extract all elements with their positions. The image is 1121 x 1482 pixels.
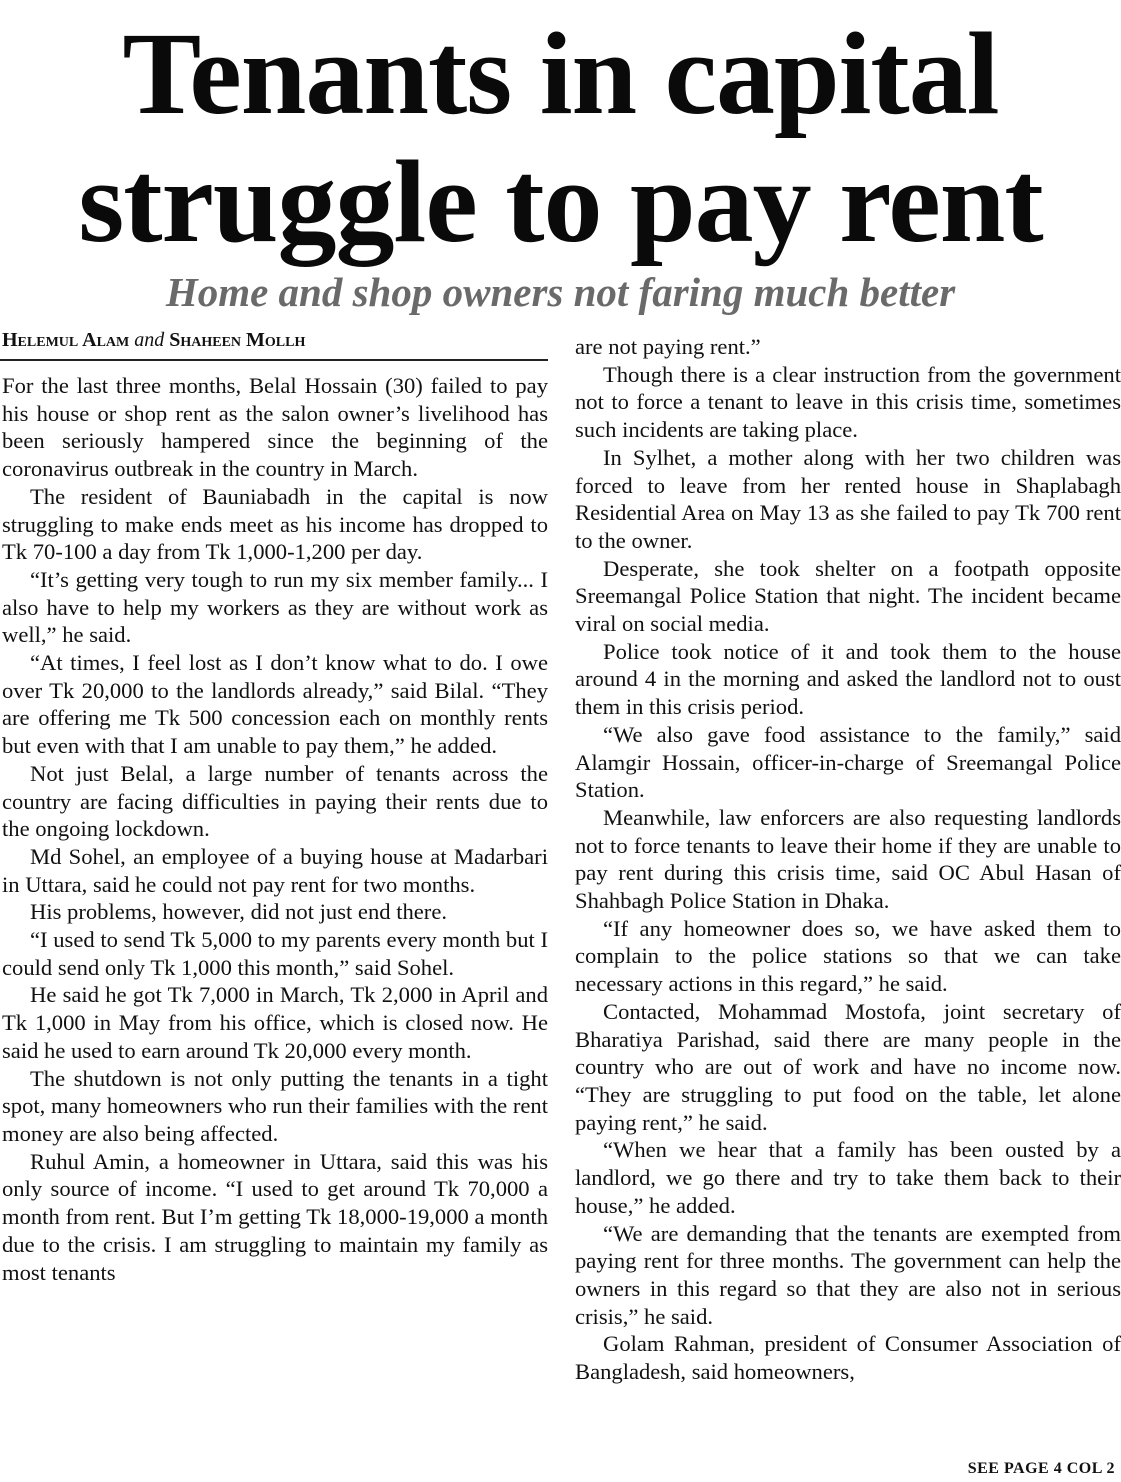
paragraph: The resident of Bauniabadh in the capital is now struggling to make ends meet as his income has dropped to Tk 70-100 a day from Tk 1,000-1,200 per day.	[2, 483, 548, 565]
paragraph: “I used to send Tk 5,000 to my parents every month but I could send only Tk 1,000 this month,” said Sohel.	[2, 927, 548, 980]
paragraph: “We are demanding that the tenants are exempted from paying rent for three months. The government can help the owners in this regard so that they are also not in serious crisis,” he said.	[575, 1220, 1121, 1329]
article-column-right	[575, 333, 1121, 1386]
continued-jump-line: SEE PAGE 4 COL 2	[967, 1460, 1115, 1477]
paragraph: “If any homeowner does so, we have asked them to complain to the police stations so that we can take necessary actions in this regard,” he said.	[575, 915, 1121, 997]
paragraph: Not just Belal, a large number of tenants across the country are facing difficulties in paying their rents due to the ongoing lockdown.	[2, 760, 548, 842]
paragraph: Meanwhile, law enforcers are also requesting landlords not to force tenants to leave their home if they are unable to pay rent during this crisis time, said OC Abul Hasan of Shahbagh Police Station in Dhaka.	[575, 804, 1121, 914]
paragraph: For the last three months, Belal Hossain (30) failed to pay his house or shop rent as the salon owner’s livelihood has been seriously hampered since the beginning of the coronavirus outbreak in the country in March.	[2, 373, 548, 482]
headline-line-1: Tenants in capital	[122, 8, 999, 139]
subheadline: Home and shop owners not faring much better	[165, 269, 956, 315]
byline-divider	[0, 359, 548, 361]
headline	[0, 10, 1121, 266]
paragraph-continued: are not paying rent.”	[575, 334, 761, 359]
paragraph: Police took notice of it and took them to the house around 4 in the morning and asked the landlord not to oust them in this crisis period.	[575, 638, 1121, 720]
paragraph: Ruhul Amin, a homeowner in Uttara, said this was his only source of income. “I used to get around Tk 70,000 a month from rent. But I’m getting Tk 18,000-19,000 a month due to the crisis. I am struggling to maintain my family as most tenants	[2, 1148, 548, 1285]
article-column-left	[2, 372, 548, 1286]
paragraph: Though there is a clear instruction from the government not to force a tenant to leave in this crisis time, sometimes such incidents are taking place.	[575, 361, 1121, 443]
paragraph: “At times, I feel lost as I don’t know what to do. I owe over Tk 20,000 to the landlords already,” said Bilal. “They are offering me Tk 500 concession each on monthly rents but even with that I am unable to pay them,” he added.	[2, 650, 548, 759]
headline-line-2: struggle to pay rent	[78, 136, 1043, 267]
paragraph: “We also gave food assistance to the family,” said Alamgir Hossain, officer-in-charge of Sreemangal Police Station.	[575, 721, 1121, 803]
paragraph: Desperate, she took shelter on a footpath opposite Sreemangal Police Station that night. The incident became viral on social media.	[575, 555, 1121, 637]
byline	[2, 327, 548, 353]
paragraph: In Sylhet, a mother along with her two children was forced to leave from her rented house in Shaplabagh Residential Area on May 13 as she failed to pay Tk 700 rent to the owner.	[575, 444, 1121, 553]
byline-author-2: Shaheen Mollh	[169, 329, 306, 351]
paragraph: Contacted, Mohammad Mostofa, joint secretary of Bharatiya Parishad, said there are many people in the country who are out of work and have no income now. “They are struggling to put food on the table, let alone paying rent,” he said.	[575, 998, 1121, 1135]
paragraph: The shutdown is not only putting the tenants in a tight spot, many homeowners who run their families with the rent money are also being affected.	[2, 1065, 548, 1146]
paragraph: He said he got Tk 7,000 in March, Tk 2,000 in April and Tk 1,000 in May from his office, which is closed now. He said he used to earn around Tk 20,000 every month.	[2, 982, 548, 1063]
byline-conjunction: and	[134, 329, 165, 351]
paragraph: His problems, however, did not just end there.	[30, 899, 448, 925]
paragraph: “When we hear that a family has been ousted by a landlord, we go there and try to take them back to their house,” he added.	[575, 1137, 1121, 1218]
paragraph: Md Sohel, an employee of a buying house at Madarbari in Uttara, said he could not pay rent for two months.	[2, 843, 548, 897]
paragraph: “It’s getting very tough to run my six member family... I also have to help my workers as they are without work as well,” he said.	[2, 566, 548, 648]
byline-author-1: Helemul Alam	[2, 329, 130, 351]
paragraph: Golam Rahman, president of Consumer Association of Bangladesh, said homeowners,	[575, 1331, 1121, 1385]
